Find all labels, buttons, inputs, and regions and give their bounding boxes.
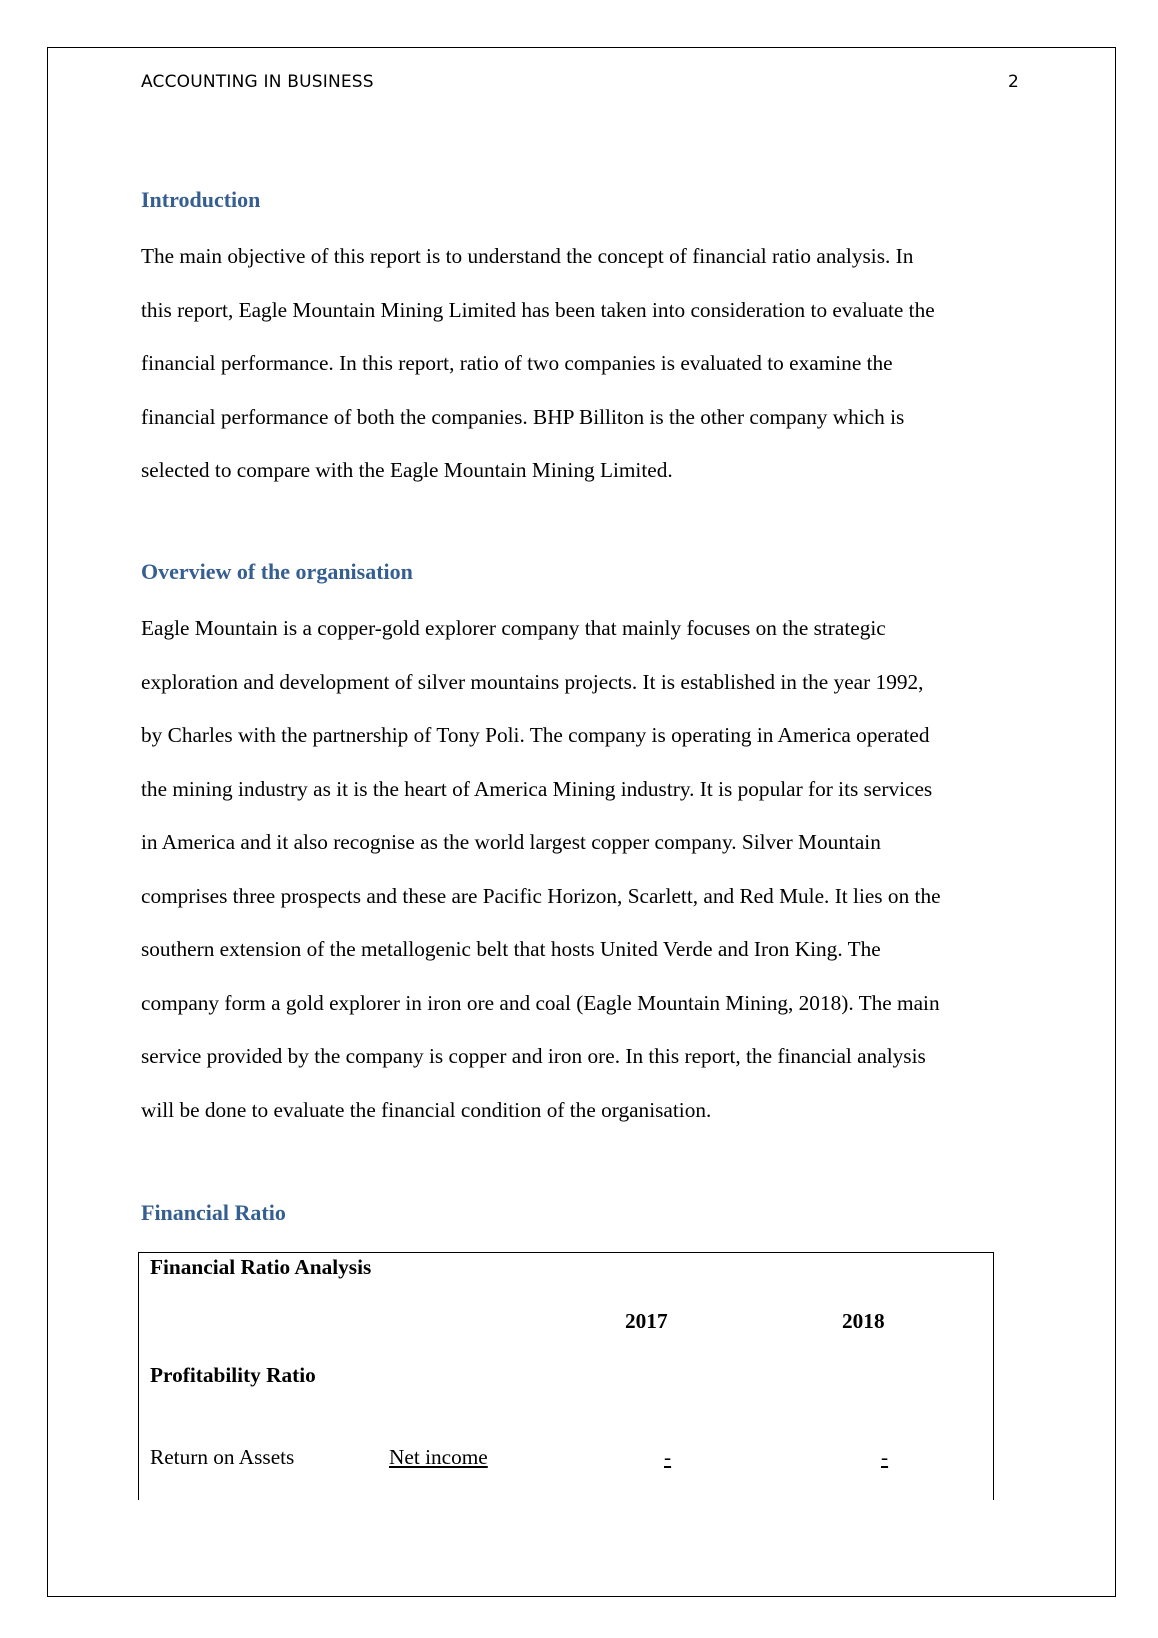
overview-paragraph <box>141 613 1041 1148</box>
table-title: Financial Ratio Analysis <box>150 1255 372 1279</box>
row-label-return-on-assets: Return on Assets <box>150 1445 295 1469</box>
overview-heading: Overview of the organisation <box>141 559 413 584</box>
section-label-profitability: Profitability Ratio <box>150 1363 316 1387</box>
paragraph-line: southern extension of the metallogenic belt that hosts United Verde and Iron King. The <box>141 937 881 961</box>
paragraph-line: company form a gold explorer in iron ore and coal (Eagle Mountain Mining, 2018). The main <box>141 990 940 1015</box>
page-number: 2 <box>1008 72 1019 92</box>
paragraph-line: Eagle Mountain is a copper-gold explorer company that mainly focuses on the strategic <box>141 616 886 640</box>
paragraph-line: exploration and development of silver mountains projects. It is established in the year 1992, <box>141 669 924 694</box>
running-header-title: ACCOUNTING IN BUSINESS <box>141 72 374 92</box>
introduction-paragraph <box>141 241 1041 509</box>
row-formula-numerator: Net income <box>389 1445 488 1469</box>
paragraph-line: selected to compare with the Eagle Mountain Mining Limited. <box>141 458 673 482</box>
paragraph-line: service provided by the company is copper and iron ore. In this report, the financial analysis <box>141 1044 926 1068</box>
financial-ratio-heading: Financial Ratio <box>141 1200 286 1225</box>
paragraph-line: comprises three prospects and these are Pacific Horizon, Scarlett, and Red Mule. It lies on the <box>141 883 941 908</box>
paragraph-line: financial performance of both the companies. BHP Billiton is the other company which is <box>141 404 905 429</box>
introduction-heading: Introduction <box>141 187 261 212</box>
paragraph-line: The main objective of this report is to understand the concept of financial ratio analysis. In <box>141 244 914 268</box>
paragraph-line: this report, Eagle Mountain Mining Limited has been taken into consideration to evaluate the <box>141 297 935 322</box>
paragraph-line: in America and it also recognise as the world largest copper company. Silver Mountain <box>141 830 881 854</box>
financial-ratio-table <box>138 1252 994 1500</box>
column-header-2017: 2017 <box>625 1309 668 1333</box>
cell-value-2018: - <box>881 1445 889 1469</box>
paragraph-line: the mining industry as it is the heart of America Mining industry. It is popular for its services <box>141 776 933 801</box>
paragraph-line: will be done to evaluate the financial condition of the organisation. <box>141 1097 712 1122</box>
paragraph-line: financial performance. In this report, ratio of two companies is evaluated to examine the <box>141 351 893 375</box>
cell-value-2017: - <box>664 1445 672 1469</box>
column-header-2018: 2018 <box>842 1309 885 1333</box>
paragraph-line: by Charles with the partnership of Tony Poli. The company is operating in America operated <box>141 723 930 747</box>
